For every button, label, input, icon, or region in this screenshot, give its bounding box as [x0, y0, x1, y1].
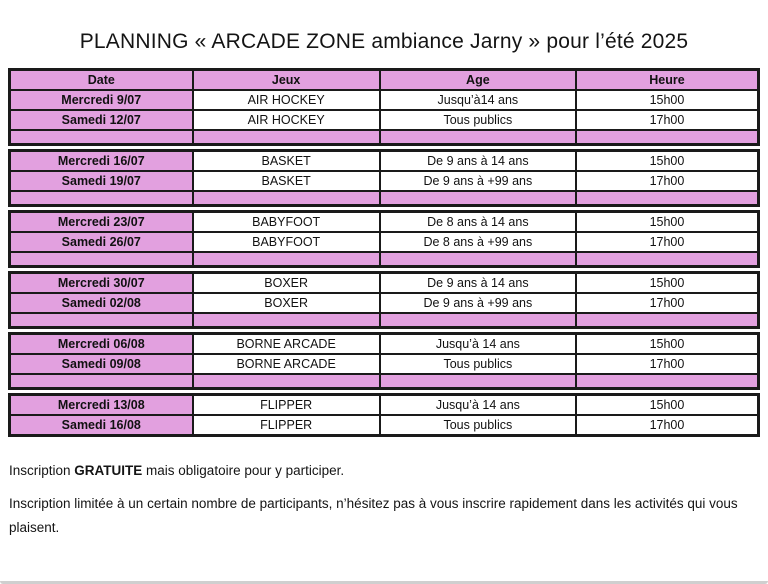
jeux-cell: FLIPPER	[192, 396, 379, 414]
heure-cell: 17h00	[575, 294, 757, 312]
age-cell: Jusqu’à 14 ans	[379, 335, 575, 353]
separator-row	[11, 373, 757, 387]
separator-cell	[11, 192, 192, 204]
age-cell: De 9 ans à +99 ans	[379, 172, 575, 190]
separator-cell	[379, 192, 575, 204]
table-row	[11, 109, 757, 129]
table-group	[8, 210, 760, 268]
page-title: PLANNING « ARCADE ZONE ambiance Jarny » pour l’été 2025	[79, 30, 689, 53]
heure-cell: 17h00	[575, 111, 757, 129]
footer-notes	[9, 463, 758, 540]
age-cell: Tous publics	[379, 355, 575, 373]
table-row	[11, 89, 757, 109]
header-cell-age: Age	[379, 71, 575, 89]
jeux-cell: BASKET	[192, 172, 379, 190]
separator-cell	[379, 314, 575, 326]
table-group	[8, 332, 760, 390]
note1-prefix: Inscription	[9, 463, 75, 478]
age-cell: Tous publics	[379, 111, 575, 129]
date-cell: Mercredi 13/08	[11, 396, 192, 414]
age-cell: Jusqu’à 14 ans	[379, 396, 575, 414]
heure-cell: 17h00	[575, 233, 757, 251]
date-cell: Samedi 09/08	[11, 355, 192, 373]
header-row	[11, 71, 757, 89]
table-group	[8, 393, 760, 437]
separator-cell	[379, 253, 575, 265]
table-row	[11, 414, 757, 434]
separator-cell	[11, 131, 192, 143]
separator-cell	[575, 131, 757, 143]
separator-cell	[11, 314, 192, 326]
separator-row	[11, 129, 757, 143]
separator-cell	[192, 253, 379, 265]
note1-suffix: mais obligatoire pour y participer.	[142, 463, 345, 478]
jeux-cell: BABYFOOT	[192, 233, 379, 251]
separator-cell	[11, 375, 192, 387]
heure-cell: 17h00	[575, 416, 757, 434]
table-row	[11, 292, 757, 312]
jeux-cell: BOXER	[192, 294, 379, 312]
date-cell: Samedi 16/08	[11, 416, 192, 434]
separator-cell	[192, 192, 379, 204]
separator-row	[11, 190, 757, 204]
table-row	[11, 231, 757, 251]
separator-cell	[379, 375, 575, 387]
heure-cell: 15h00	[575, 91, 757, 109]
separator-cell	[192, 131, 379, 143]
heure-cell: 17h00	[575, 355, 757, 373]
jeux-cell: FLIPPER	[192, 416, 379, 434]
jeux-cell: AIR HOCKEY	[192, 111, 379, 129]
heure-cell: 15h00	[575, 152, 757, 170]
date-cell: Mercredi 06/08	[11, 335, 192, 353]
jeux-cell: AIR HOCKEY	[192, 91, 379, 109]
separator-row	[11, 312, 757, 326]
age-cell: De 8 ans à +99 ans	[379, 233, 575, 251]
table-row	[11, 396, 757, 414]
jeux-cell: BABYFOOT	[192, 213, 379, 231]
table-group	[8, 271, 760, 329]
separator-cell	[575, 192, 757, 204]
table-row	[11, 213, 757, 231]
date-cell: Mercredi 23/07	[11, 213, 192, 231]
heure-cell: 15h00	[575, 396, 757, 414]
jeux-cell: BASKET	[192, 152, 379, 170]
separator-cell	[11, 253, 192, 265]
schedule-table	[8, 68, 760, 437]
note-inscription-gratuite	[9, 463, 758, 478]
jeux-cell: BOXER	[192, 274, 379, 292]
separator-cell	[575, 375, 757, 387]
note-inscription-limitee: Inscription limitée à un certain nombre de participants, n’hésitez pas à vous inscrire rapidement dans les activités qui vous plaisent.	[9, 496, 738, 535]
date-cell: Samedi 26/07	[11, 233, 192, 251]
age-cell: Tous publics	[379, 416, 575, 434]
header-cell-jeux: Jeux	[192, 71, 379, 89]
table-row	[11, 274, 757, 292]
age-cell: De 8 ans à 14 ans	[379, 213, 575, 231]
jeux-cell: BORNE ARCADE	[192, 335, 379, 353]
age-cell: De 9 ans à 14 ans	[379, 274, 575, 292]
table-row	[11, 152, 757, 170]
table-group	[8, 68, 760, 146]
age-cell: Jusqu’à14 ans	[379, 91, 575, 109]
heure-cell: 15h00	[575, 274, 757, 292]
age-cell: De 9 ans à +99 ans	[379, 294, 575, 312]
separator-cell	[192, 314, 379, 326]
date-cell: Samedi 12/07	[11, 111, 192, 129]
separator-cell	[192, 375, 379, 387]
jeux-cell: BORNE ARCADE	[192, 355, 379, 373]
separator-cell	[575, 314, 757, 326]
heure-cell: 17h00	[575, 172, 757, 190]
separator-cell	[379, 131, 575, 143]
age-cell: De 9 ans à 14 ans	[379, 152, 575, 170]
table-row	[11, 335, 757, 353]
date-cell: Mercredi 30/07	[11, 274, 192, 292]
heure-cell: 15h00	[575, 335, 757, 353]
table-group	[8, 149, 760, 207]
date-cell: Mercredi 16/07	[11, 152, 192, 170]
table-row	[11, 353, 757, 373]
separator-cell	[575, 253, 757, 265]
date-cell: Mercredi 9/07	[11, 91, 192, 109]
note1-bold-word: GRATUITE	[74, 463, 143, 478]
header-cell-date: Date	[11, 71, 192, 89]
date-cell: Samedi 02/08	[11, 294, 192, 312]
date-cell: Samedi 19/07	[11, 172, 192, 190]
table-row	[11, 170, 757, 190]
header-cell-heure: Heure	[575, 71, 757, 89]
separator-row	[11, 251, 757, 265]
heure-cell: 15h00	[575, 213, 757, 231]
